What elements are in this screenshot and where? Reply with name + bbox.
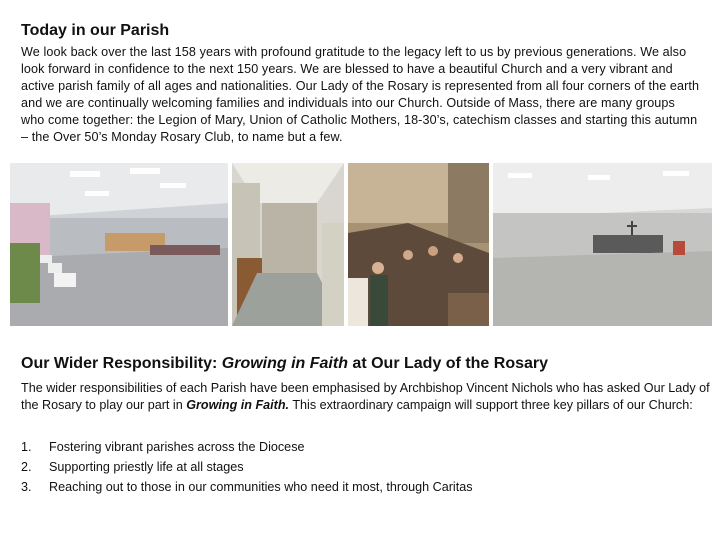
photo-strip <box>10 163 489 326</box>
church-interior-photo <box>493 163 712 326</box>
section-body-wider: The wider responsibilities of each Parish have been emphasised by Archbishop Vincent Nichols who has asked Our Lady of the Rosary to play our part in Growing in Faith. This extraordinary campaign will support three key pillars of our Church: <box>21 381 710 412</box>
pillars-list <box>21 437 711 497</box>
parish-hall-photo <box>10 163 228 326</box>
section-title-wider: Our Wider Responsibility: Growing in Faith at Our Lady of the Rosary <box>21 355 549 372</box>
list-item: 2. Supporting priestly life at all stages <box>21 460 244 474</box>
section-body-today: We look back over the last 158 years with profound gratitude to the legacy left to us by previous generations. We also look forward in confidence to the next 150 years. We are blessed to have a beautiful Church and a very vibrant and active parish family of all ages and nationalities. Our Lady of the Rosary is represented from all four corners of the earth and we are continually welcoming families and individuals into our Church. Outside of Mass, there are many groups who come together: the Legion of Mary, Union of Catholic Mothers, 18-30’s, catechism classes and starting this autumn – the Over 50’s Monday Rosary Club, to name but a few. <box>21 45 700 144</box>
section-title-today: Today in our Parish <box>21 22 170 39</box>
list-item: 3. Reaching out to those in our communities who need it most, through Caritas <box>21 480 473 494</box>
church-congregation-photo <box>348 163 489 326</box>
corridor-photo <box>232 163 344 326</box>
list-item: 1. Fostering vibrant parishes across the Diocese <box>21 440 305 454</box>
